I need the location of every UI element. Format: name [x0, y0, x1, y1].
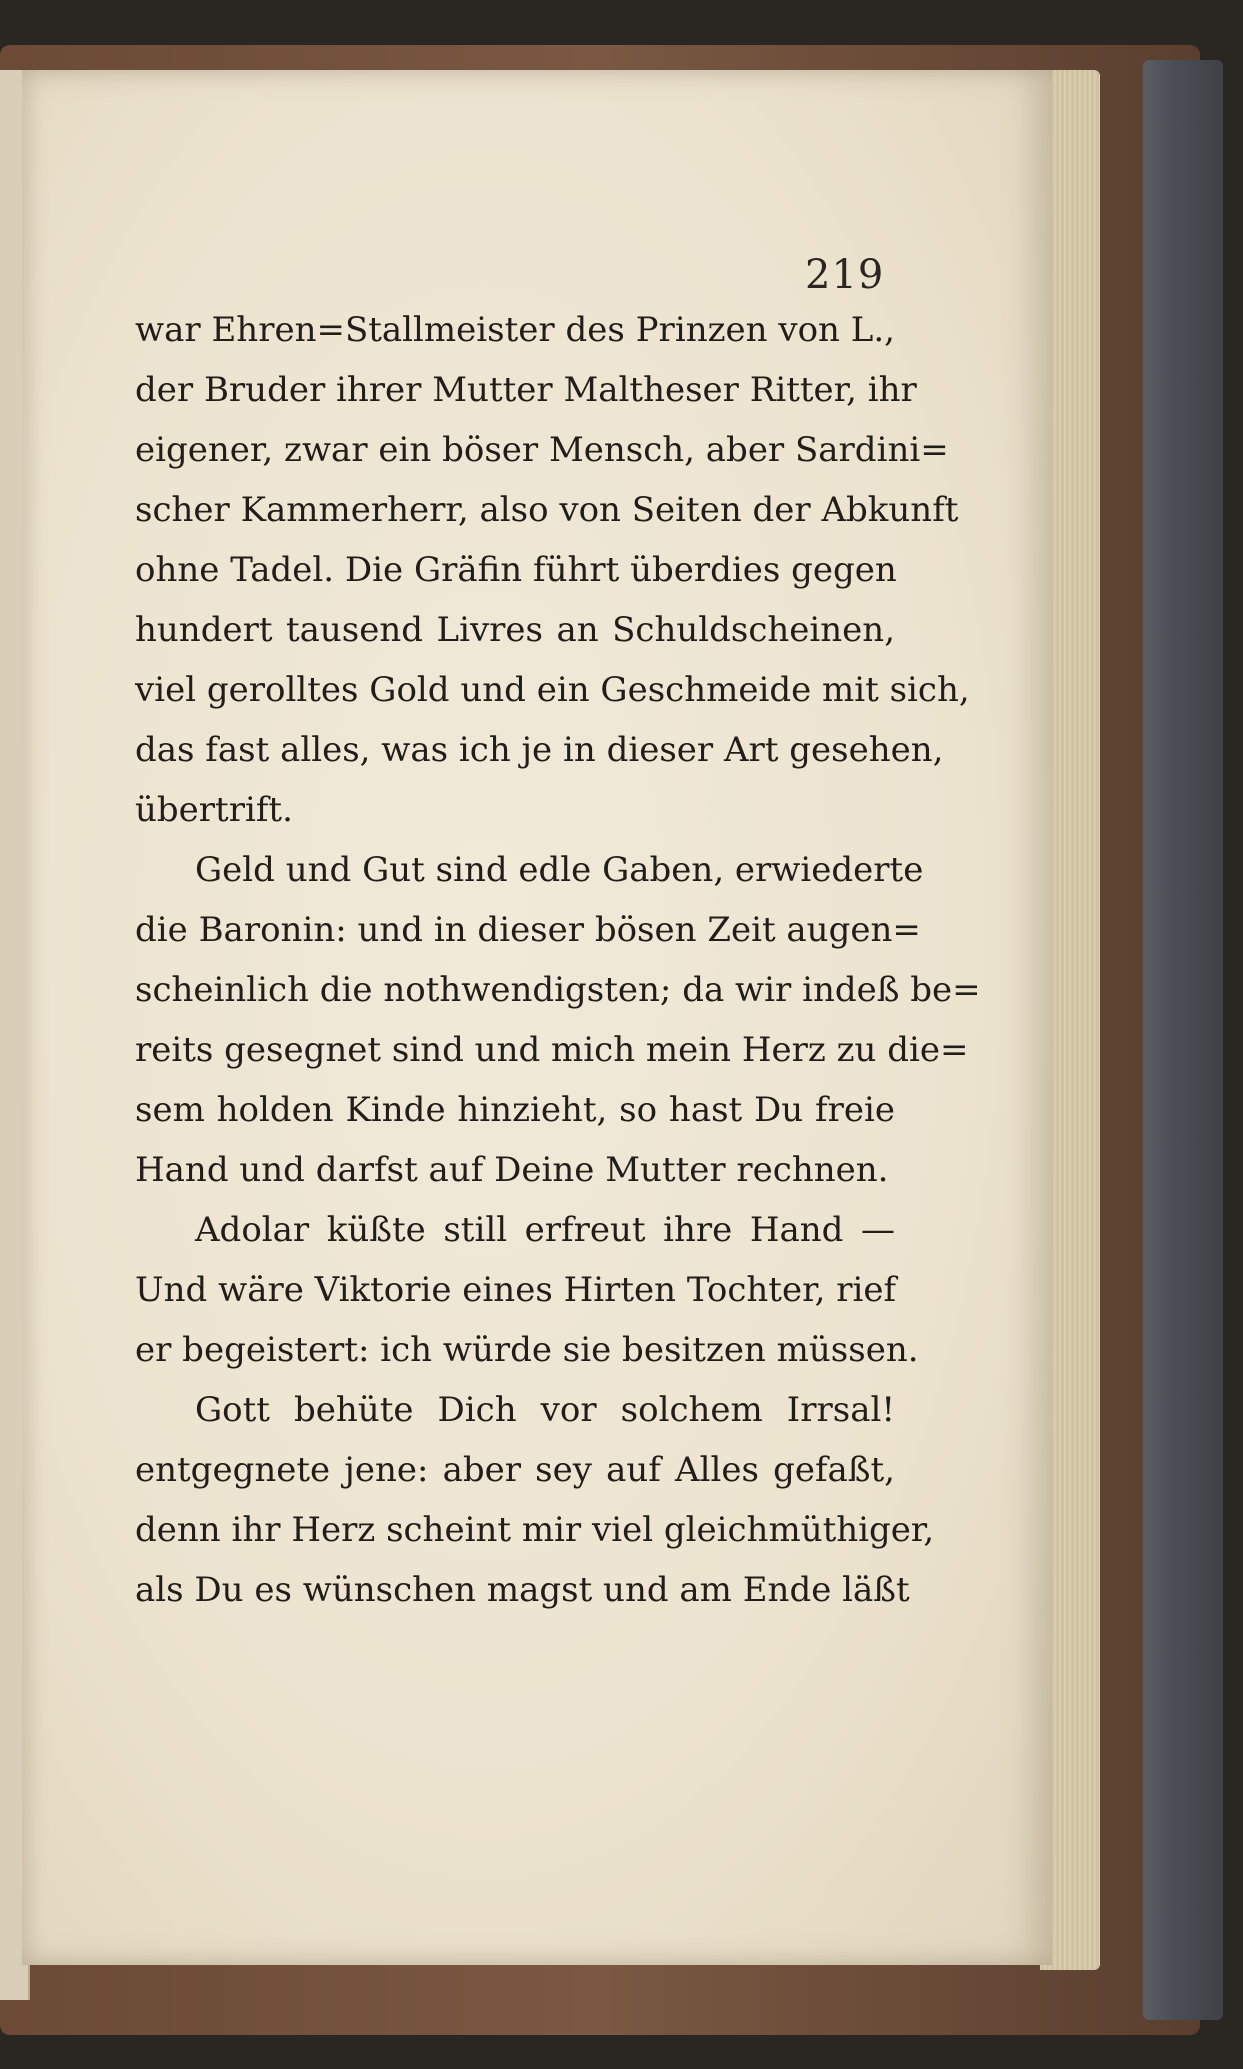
text-line: Geld und Gut sind edle Gaben, erwiederte: [195, 850, 924, 890]
text-line: das fast alles, was ich je in dieser Art gesehen,: [135, 730, 944, 770]
text-line: scheinlich die nothwendigsten; da wir indeß be=: [135, 970, 981, 1010]
text-line: übertrift.: [135, 790, 293, 830]
text-line: ohne Tadel. Die Gräfin führt überdies gegen: [135, 550, 897, 590]
text-line: die Baronin: und in dieser bösen Zeit augen=: [135, 910, 921, 950]
text-line: entgegnete jene: aber sey auf Alles gefaßt,: [135, 1450, 895, 1490]
text-line: Adolar küßte still erfreut ihre Hand —: [195, 1210, 895, 1250]
text-line: viel gerolltes Gold und ein Geschmeide mit sich,: [135, 670, 970, 710]
text-line: hundert tausend Livres an Schuldscheinen,: [135, 610, 895, 650]
text-line: scher Kammerherr, also von Seiten der Abkunft: [135, 490, 959, 530]
text-line: war Ehren=Stallmeister des Prinzen von L.,: [135, 310, 895, 350]
text-line: eigener, zwar ein böser Mensch, aber Sardini=: [135, 430, 949, 470]
page-number: 219: [805, 252, 885, 298]
text-line: Und wäre Viktorie eines Hirten Tochter, rief: [135, 1270, 897, 1310]
body-text: [135, 300, 981, 1620]
text-line: reits gesegnet sind und mich mein Herz zu die=: [135, 1030, 969, 1070]
text-line: Gott behüte Dich vor solchem Irrsal!: [195, 1390, 895, 1430]
text-line: Hand und darfst auf Deine Mutter rechnen.: [135, 1150, 889, 1190]
text-line: sem holden Kinde hinzieht, so hast Du freie: [135, 1090, 895, 1130]
text-line: er begeistert: ich würde sie besitzen müssen.: [135, 1330, 919, 1370]
text-line: als Du es wünschen magst und am Ende läßt: [135, 1570, 910, 1610]
text-line: denn ihr Herz scheint mir viel gleichmüthiger,: [135, 1510, 935, 1550]
book-edge: [1143, 60, 1223, 2020]
text-line: der Bruder ihrer Mutter Maltheser Ritter, ihr: [135, 370, 917, 410]
